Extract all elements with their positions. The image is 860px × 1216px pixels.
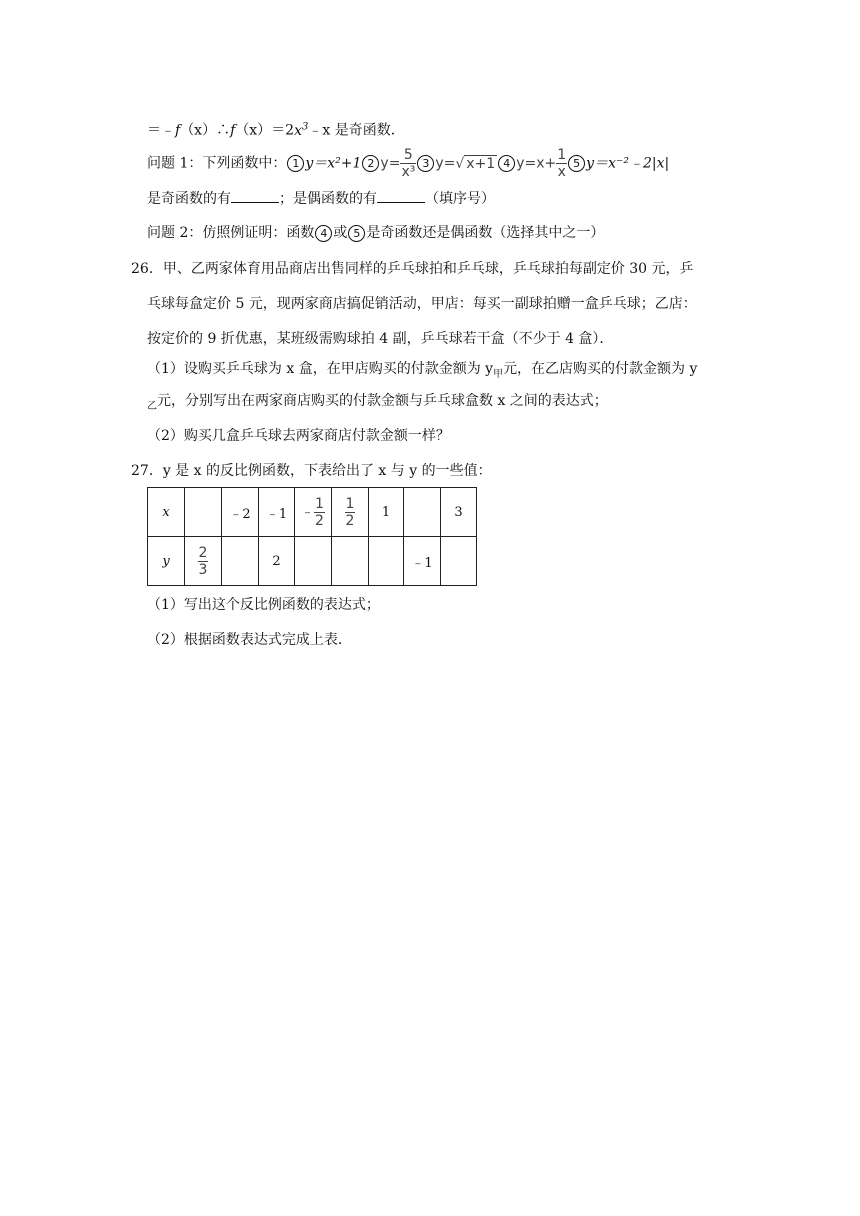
x-cell-5 [332,488,369,537]
p27-stem: 27．y 是 x 的反比例函数，下表给出了 x 与 y 的一些值： [131,463,492,479]
half-num: 1 [315,495,324,512]
neg-half-fraction [314,497,325,528]
therefore-symbol: ∴ [216,122,231,139]
func-2-left: y= [380,155,401,172]
p26-line3: 按定价的 9 折优惠，某班级需购球拍 4 副，乒乓球若干盒（不少于 4 盒）． [147,331,614,347]
p26-sub1 [147,359,697,385]
func-1: y＝x²+1 [305,155,362,172]
intro-eq2: ＝2 [271,122,295,139]
y-label-cell: y [148,537,185,586]
half-den-2: 2 [345,512,355,529]
y-cell-8[interactable] [441,537,477,586]
sqrt-symbol: √ x+1 [455,155,496,172]
x-cell-1[interactable] [185,488,222,537]
x-cubed: $x^3$ [294,121,309,139]
q2-line [147,223,604,243]
even-answer-blank[interactable] [377,188,425,203]
q1-label: 问题 1：下列函数中： [147,155,287,172]
y-cell-3: 2 [259,537,295,586]
y-row [148,537,477,586]
intro-tail: ﹣x 是奇函数． [308,122,405,139]
half-fraction [345,497,356,528]
p26-line2: 乓球每盒定价 5 元，现两家商店搞促销活动，甲店：每买一副球拍赠一盒乒乓球；乙店： [147,296,697,312]
odd-answer-blank[interactable] [231,188,279,203]
half-num-2: 1 [345,495,355,512]
p26-sub1-a: （1）设购买乒乓球为 x 盒，在甲店购买的付款金额为 y [147,361,494,377]
circled-3: 3 [417,155,434,172]
func-2-num: 5 [403,147,413,163]
x-cell-8: 3 [441,488,477,537]
circled-1: 1 [287,155,304,172]
circled-4: 4 [498,155,515,172]
q1-line [147,148,669,179]
y-cell-7: ﹣1 [404,537,441,586]
p26-sub2: （2）购买几盒乒乓球去两家商店付款金额一样？ [147,428,450,444]
p27-sub2: （2）根据函数表达式完成上表． [147,632,352,648]
odd-label: 是奇函数的有 [147,191,231,207]
p26-line1: 26．甲、乙两家体育用品商店出售同样的乒乓球拍和乒乓球，乒乓球拍每副定价 30 元，乒 [131,261,694,277]
p26-sub1-b: 元，在乙店购买的付款金额为 y [503,361,698,377]
f-symbol-2: f [230,122,236,139]
q2-or: 或 [333,225,348,241]
func-3-left: y= [435,155,456,172]
q1-answer-line [147,188,495,209]
y-cell-5[interactable] [332,537,369,586]
q2-text-b: 是奇函数还是偶函数（选择其中之一） [366,225,605,241]
two-thirds-fraction [198,546,209,577]
half-den: 2 [315,512,324,529]
sub-jia: 甲 [493,368,504,380]
p27-sub1: （1）写出这个反比例函数的表达式； [147,597,380,613]
sqrt-radicand: x+1 [466,155,496,172]
y-cell-6[interactable] [369,537,404,586]
y-cell-2[interactable] [222,537,259,586]
circled-4-b: 4 [315,225,332,242]
x-cell-2: ﹣2 [222,488,259,537]
q2-text-a: 问题 2：仿照例证明：函数 [147,225,315,241]
x-label-cell: x [148,488,185,537]
y-cell-4[interactable] [295,537,332,586]
func-4-den: x [557,164,566,180]
func-2-fraction [400,148,416,179]
two-thirds-den: 3 [198,561,208,578]
x-cell-4 [295,488,332,537]
func-4-left: y=x+ [516,155,557,172]
x-row [148,488,477,537]
circled-5: 5 [568,155,585,172]
f-symbol: f [175,122,181,139]
x-cell-7[interactable] [404,488,441,537]
intro-eq: ＝﹣ [147,122,175,139]
intro-line [147,117,405,141]
func-5: y＝x⁻²﹣2|x| [586,155,670,172]
y-cell-1 [185,537,222,586]
x-cell-3: ﹣1 [259,488,295,537]
sub-yi: 乙 [147,400,157,412]
p26-sub1-c: 元，分别写出在两家商店购买的付款金额与乒乓球盒数 x 之间的表达式； [157,393,608,409]
fill-hint: （填序号） [425,191,495,207]
circled-5-b: 5 [348,225,365,242]
func-4-fraction [556,148,567,179]
even-label: ；是偶函数的有 [279,191,377,207]
x-cell-6: 1 [369,488,404,537]
two-thirds-num: 2 [198,544,208,561]
neg-sign: ﹣ [301,504,315,520]
value-table [147,487,477,586]
circled-2: 2 [362,155,379,172]
func-4-num: 1 [557,147,567,163]
x-paren: （x） [180,122,217,139]
p26-sub1-cont [147,391,608,417]
x-paren-2: （x） [235,122,272,139]
func-2-den: x³ [401,164,416,180]
